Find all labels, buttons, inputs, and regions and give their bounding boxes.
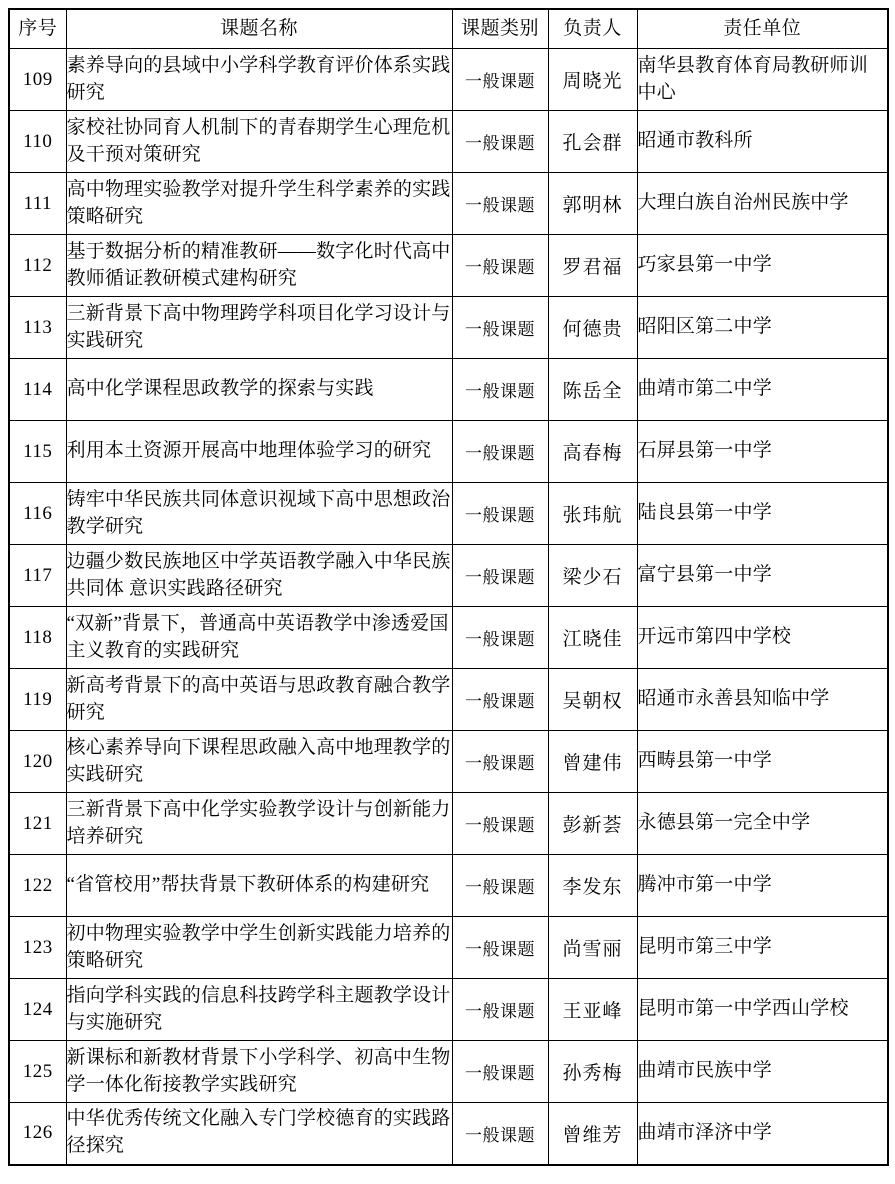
cell-unit: 大理白族自治州民族中学 — [637, 173, 888, 235]
cell-unit: 开远市第四中学校 — [637, 607, 888, 669]
cell-type: 一般课题 — [452, 235, 548, 297]
table-row — [9, 607, 888, 669]
cell-seq: 118 — [9, 607, 66, 669]
cell-title: 核心素养导向下课程思政融入高中地理教学的实践研究 — [66, 731, 452, 793]
cell-person: 高春梅 — [548, 421, 637, 483]
cell-type: 一般课题 — [452, 359, 548, 421]
cell-seq: 113 — [9, 297, 66, 359]
cell-seq: 125 — [9, 1041, 66, 1103]
table-row — [9, 669, 888, 731]
cell-unit: 昭通市永善县知临中学 — [637, 669, 888, 731]
cell-type: 一般课题 — [452, 483, 548, 545]
cell-seq: 109 — [9, 49, 66, 111]
column-header-person: 负责人 — [548, 9, 637, 49]
cell-person: 孔会群 — [548, 111, 637, 173]
cell-type: 一般课题 — [452, 297, 548, 359]
table-row — [9, 49, 888, 111]
cell-seq: 115 — [9, 421, 66, 483]
table-header — [9, 9, 888, 49]
cell-title: 边疆少数民族地区中学英语教学融入中华民族共同体 意识实践路径研究 — [66, 545, 452, 607]
cell-seq: 120 — [9, 731, 66, 793]
cell-person: 彭新荟 — [548, 793, 637, 855]
table-row — [9, 297, 888, 359]
cell-unit: 昭通市教科所 — [637, 111, 888, 173]
table-body — [9, 49, 888, 1165]
cell-person: 曾维芳 — [548, 1103, 637, 1165]
column-header-seq: 序号 — [9, 9, 66, 49]
cell-title: 新高考背景下的高中英语与思政教育融合教学研究 — [66, 669, 452, 731]
cell-person: 吴朝权 — [548, 669, 637, 731]
table-row — [9, 855, 888, 917]
cell-title: 指向学科实践的信息科技跨学科主题教学设计与实施研究 — [66, 979, 452, 1041]
cell-unit: 腾冲市第一中学 — [637, 855, 888, 917]
table-row — [9, 545, 888, 607]
cell-unit: 陆良县第一中学 — [637, 483, 888, 545]
cell-person: 何德贵 — [548, 297, 637, 359]
cell-seq: 123 — [9, 917, 66, 979]
cell-type: 一般课题 — [452, 607, 548, 669]
cell-unit: 永德县第一完全中学 — [637, 793, 888, 855]
table-row — [9, 1103, 888, 1165]
cell-seq: 119 — [9, 669, 66, 731]
cell-type: 一般课题 — [452, 173, 548, 235]
cell-type: 一般课题 — [452, 731, 548, 793]
cell-type: 一般课题 — [452, 421, 548, 483]
cell-title: 初中物理实验教学中学生创新实践能力培养的策略研究 — [66, 917, 452, 979]
cell-title: 利用本土资源开展高中地理体验学习的研究 — [66, 421, 452, 483]
cell-unit: 曲靖市民族中学 — [637, 1041, 888, 1103]
cell-title: 高中物理实验教学对提升学生科学素养的实践策略研究 — [66, 173, 452, 235]
cell-person: 李发东 — [548, 855, 637, 917]
cell-person: 曾建伟 — [548, 731, 637, 793]
cell-title: 高中化学课程思政教学的探索与实践 — [66, 359, 452, 421]
cell-unit: 昆明市第三中学 — [637, 917, 888, 979]
research-projects-table — [8, 8, 889, 1166]
cell-title: 新课标和新教材背景下小学科学、初高中生物学一体化衔接教学实践研究 — [66, 1041, 452, 1103]
table-row — [9, 235, 888, 297]
cell-seq: 122 — [9, 855, 66, 917]
cell-title: 三新背景下高中化学实验教学设计与创新能力培养研究 — [66, 793, 452, 855]
cell-unit: 昭阳区第二中学 — [637, 297, 888, 359]
table-row — [9, 173, 888, 235]
cell-person: 周晓光 — [548, 49, 637, 111]
cell-type: 一般课题 — [452, 793, 548, 855]
column-header-type: 课题类别 — [452, 9, 548, 49]
cell-type: 一般课题 — [452, 1041, 548, 1103]
cell-title: 家校社协同育人机制下的青春期学生心理危机及干预对策研究 — [66, 111, 452, 173]
cell-seq: 114 — [9, 359, 66, 421]
cell-title: 铸牢中华民族共同体意识视域下高中思想政治教学研究 — [66, 483, 452, 545]
cell-unit: 昆明市第一中学西山学校 — [637, 979, 888, 1041]
cell-title: 基于数据分析的精准教研——数字化时代高中教师循证教研模式建构研究 — [66, 235, 452, 297]
cell-person: 罗君福 — [548, 235, 637, 297]
table-row — [9, 111, 888, 173]
cell-seq: 112 — [9, 235, 66, 297]
cell-unit: 曲靖市第二中学 — [637, 359, 888, 421]
cell-person: 郭明林 — [548, 173, 637, 235]
cell-type: 一般课题 — [452, 111, 548, 173]
table-row — [9, 793, 888, 855]
table-row — [9, 359, 888, 421]
cell-type: 一般课题 — [452, 1103, 548, 1165]
cell-seq: 110 — [9, 111, 66, 173]
cell-person: 陈岳全 — [548, 359, 637, 421]
cell-seq: 121 — [9, 793, 66, 855]
table-header-row — [9, 9, 888, 49]
cell-seq: 117 — [9, 545, 66, 607]
column-header-title: 课题名称 — [66, 9, 452, 49]
cell-person: 梁少石 — [548, 545, 637, 607]
cell-person: 尚雪丽 — [548, 917, 637, 979]
cell-title: “省管校用”帮扶背景下教研体系的构建研究 — [66, 855, 452, 917]
cell-type: 一般课题 — [452, 545, 548, 607]
table-row — [9, 979, 888, 1041]
cell-type: 一般课题 — [452, 669, 548, 731]
table-row — [9, 421, 888, 483]
cell-title: 中华优秀传统文化融入专门学校德育的实践路径探究 — [66, 1103, 452, 1165]
cell-person: 王亚峰 — [548, 979, 637, 1041]
table-row — [9, 1041, 888, 1103]
table-row — [9, 917, 888, 979]
cell-unit: 富宁县第一中学 — [637, 545, 888, 607]
cell-person: 江晓佳 — [548, 607, 637, 669]
cell-unit: 石屏县第一中学 — [637, 421, 888, 483]
cell-seq: 126 — [9, 1103, 66, 1165]
cell-title: “双新”背景下，普通高中英语教学中渗透爱国主义教育的实践研究 — [66, 607, 452, 669]
cell-unit: 西畴县第一中学 — [637, 731, 888, 793]
table-row — [9, 731, 888, 793]
cell-person: 张玮航 — [548, 483, 637, 545]
cell-type: 一般课题 — [452, 979, 548, 1041]
cell-type: 一般课题 — [452, 49, 548, 111]
cell-title: 素养导向的县域中小学科学教育评价体系实践研究 — [66, 49, 452, 111]
cell-type: 一般课题 — [452, 855, 548, 917]
cell-unit: 巧家县第一中学 — [637, 235, 888, 297]
cell-type: 一般课题 — [452, 917, 548, 979]
cell-title: 三新背景下高中物理跨学科项目化学习设计与实践研究 — [66, 297, 452, 359]
cell-seq: 124 — [9, 979, 66, 1041]
cell-unit: 曲靖市泽济中学 — [637, 1103, 888, 1165]
cell-unit: 南华县教育体育局教研师训中心 — [637, 49, 888, 111]
cell-seq: 116 — [9, 483, 66, 545]
cell-person: 孙秀梅 — [548, 1041, 637, 1103]
column-header-unit: 责任单位 — [637, 9, 888, 49]
cell-seq: 111 — [9, 173, 66, 235]
table-row — [9, 483, 888, 545]
